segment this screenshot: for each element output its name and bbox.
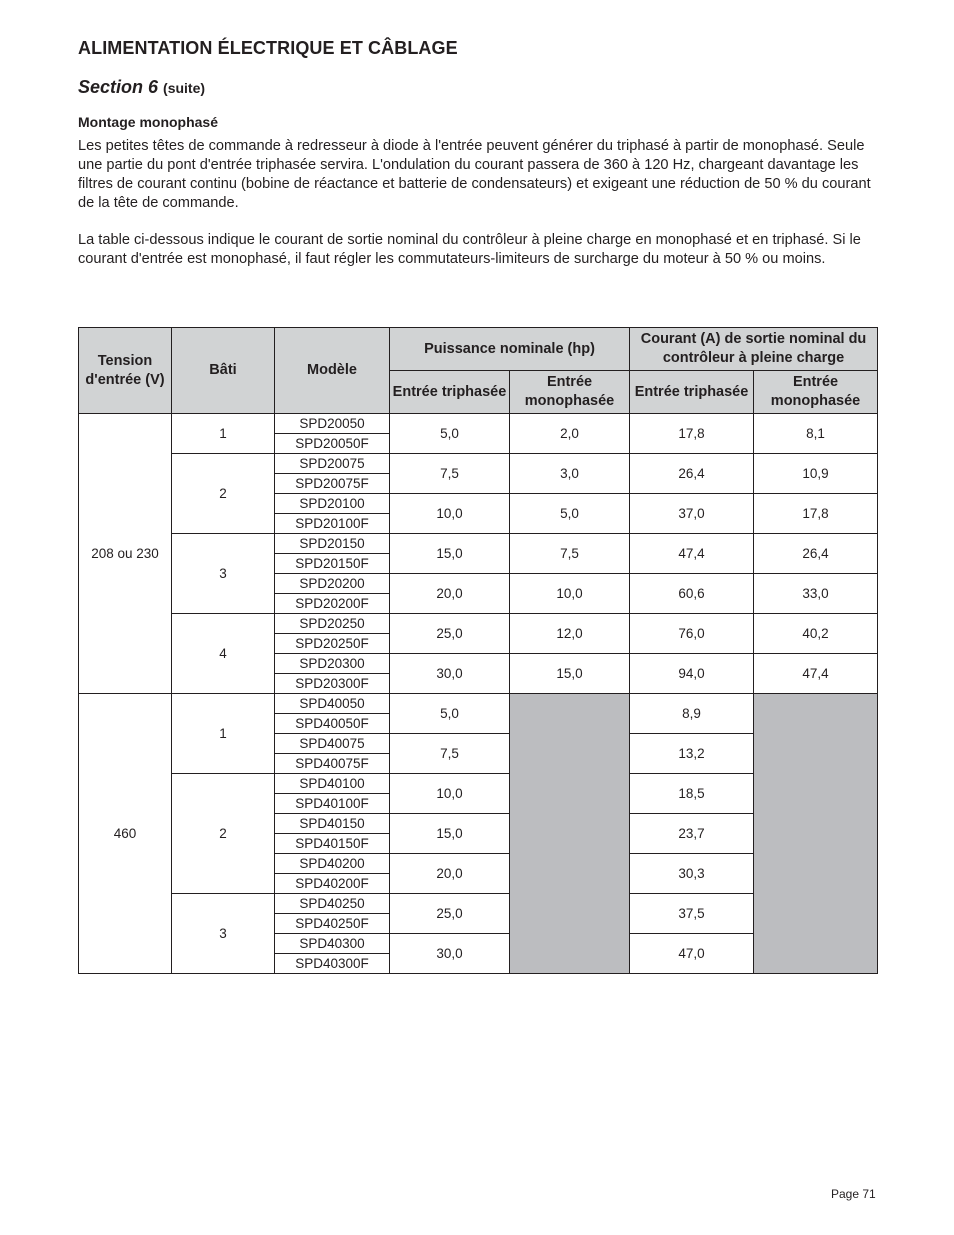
model-cell: SPD20250F (275, 634, 390, 654)
subsection-title: Montage monophasé (78, 114, 219, 130)
tension-cell: 208 ou 230 (79, 414, 172, 694)
a-monophase-cell: 10,9 (754, 454, 878, 494)
model-cell: SPD40050 (275, 694, 390, 714)
table-body (79, 414, 878, 974)
section-title: Section 6 (78, 77, 159, 97)
model-cell: SPD40050F (275, 714, 390, 734)
header-hp-entree-triphasee: Entrée triphasée (390, 371, 510, 414)
a-triphase-cell: 37,5 (630, 894, 754, 934)
a-triphase-cell: 13,2 (630, 734, 754, 774)
header-tension: Tension d'entrée (V) (79, 328, 172, 414)
a-monophase-cell: 33,0 (754, 574, 878, 614)
paragraph-table-description: La table ci-dessous indique le courant de sortie nominal du contrôleur à pleine charge en monophasé et en triphasé. Si le courant d'entrée est monophasé, il faut régler les commutateurs-limiteurs de surcharge du moteur à 50 % ou moins. (78, 232, 861, 267)
model-cell: SPD40200F (275, 874, 390, 894)
model-cell: SPD20200F (275, 594, 390, 614)
bati-cell: 1 (172, 694, 275, 774)
a-monophase-cell: 8,1 (754, 414, 878, 454)
section-heading (78, 77, 205, 98)
hp-monophase-cell: 15,0 (510, 654, 630, 694)
bati-cell: 4 (172, 614, 275, 694)
model-cell: SPD20075 (275, 454, 390, 474)
hp-monophase-cell: 12,0 (510, 614, 630, 654)
table-header (79, 328, 878, 414)
section-suite-label: (suite) (163, 80, 206, 96)
table-row (79, 694, 878, 714)
table-row (79, 454, 878, 474)
bati-cell: 1 (172, 414, 275, 454)
hp-triphase-cell: 30,0 (390, 654, 510, 694)
model-cell: SPD20200 (275, 574, 390, 594)
paragraph-intro: Les petites têtes de commande à redresseur à diode à l'entrée peuvent générer du triphasé à partir de monophasé. Seule une partie du pont d'entrée triphasée servira. L'ondulation du courant passera de 360 à 120 Hz, chargeant davantage les filtres de courant continu (bobine de réactance et batterie de condensateurs) et exigeant une réduction de 50 % du courant de la tête de commande. (78, 138, 871, 211)
hp-triphase-cell: 10,0 (390, 494, 510, 534)
model-cell: SPD40075 (275, 734, 390, 754)
hp-triphase-cell: 30,0 (390, 934, 510, 974)
hp-triphase-cell: 15,0 (390, 814, 510, 854)
model-cell: SPD20100 (275, 494, 390, 514)
model-cell: SPD20150 (275, 534, 390, 554)
model-cell: SPD40250F (275, 914, 390, 934)
model-cell: SPD20300F (275, 674, 390, 694)
hp-monophase-na-cell (510, 694, 630, 974)
model-cell: SPD40100 (275, 774, 390, 794)
model-cell: SPD20250 (275, 614, 390, 634)
a-triphase-cell: 60,6 (630, 574, 754, 614)
model-cell: SPD20050F (275, 434, 390, 454)
table-row (79, 534, 878, 554)
a-monophase-cell: 26,4 (754, 534, 878, 574)
table-row (79, 614, 878, 634)
a-monophase-cell: 40,2 (754, 614, 878, 654)
header-courant: Courant (A) de sortie nominal du contrôleur à pleine charge (630, 328, 878, 371)
hp-triphase-cell: 5,0 (390, 694, 510, 734)
header-bati: Bâti (172, 328, 275, 414)
model-cell: SPD40300 (275, 934, 390, 954)
a-triphase-cell: 30,3 (630, 854, 754, 894)
model-cell: SPD40250 (275, 894, 390, 914)
hp-monophase-cell: 10,0 (510, 574, 630, 614)
header-a-entree-monophasee: Entrée monophasée (754, 371, 878, 414)
bati-cell: 2 (172, 774, 275, 894)
model-cell: SPD40100F (275, 794, 390, 814)
hp-triphase-cell: 5,0 (390, 414, 510, 454)
table-row (79, 414, 878, 434)
page-title: ALIMENTATION ÉLECTRIQUE ET CÂBLAGE (78, 38, 458, 58)
hp-monophase-cell: 2,0 (510, 414, 630, 454)
page-number: Page 71 (831, 1187, 876, 1201)
a-triphase-cell: 47,0 (630, 934, 754, 974)
a-triphase-cell: 37,0 (630, 494, 754, 534)
hp-triphase-cell: 25,0 (390, 894, 510, 934)
model-cell: SPD20075F (275, 474, 390, 494)
a-monophase-cell: 47,4 (754, 654, 878, 694)
header-hp-entree-monophasee: Entrée monophasée (510, 371, 630, 414)
a-triphase-cell: 17,8 (630, 414, 754, 454)
hp-triphase-cell: 15,0 (390, 534, 510, 574)
a-triphase-cell: 8,9 (630, 694, 754, 734)
model-cell: SPD40300F (275, 954, 390, 974)
model-cell: SPD20300 (275, 654, 390, 674)
model-cell: SPD40150F (275, 834, 390, 854)
model-cell: SPD40075F (275, 754, 390, 774)
tension-cell: 460 (79, 694, 172, 974)
hp-monophase-cell: 7,5 (510, 534, 630, 574)
model-cell: SPD20100F (275, 514, 390, 534)
model-cell: SPD20150F (275, 554, 390, 574)
hp-monophase-cell: 3,0 (510, 454, 630, 494)
header-a-entree-triphasee: Entrée triphasée (630, 371, 754, 414)
header-puissance: Puissance nominale (hp) (390, 328, 630, 371)
a-triphase-cell: 26,4 (630, 454, 754, 494)
ratings-table (78, 327, 878, 974)
a-triphase-cell: 47,4 (630, 534, 754, 574)
bati-cell: 3 (172, 534, 275, 614)
a-monophase-na-cell (754, 694, 878, 974)
a-triphase-cell: 18,5 (630, 774, 754, 814)
model-cell: SPD40200 (275, 854, 390, 874)
model-cell: SPD40150 (275, 814, 390, 834)
a-triphase-cell: 76,0 (630, 614, 754, 654)
hp-triphase-cell: 10,0 (390, 774, 510, 814)
a-triphase-cell: 94,0 (630, 654, 754, 694)
a-triphase-cell: 23,7 (630, 814, 754, 854)
hp-monophase-cell: 5,0 (510, 494, 630, 534)
hp-triphase-cell: 25,0 (390, 614, 510, 654)
hp-triphase-cell: 20,0 (390, 574, 510, 614)
hp-triphase-cell: 7,5 (390, 454, 510, 494)
bati-cell: 3 (172, 894, 275, 974)
hp-triphase-cell: 7,5 (390, 734, 510, 774)
model-cell: SPD20050 (275, 414, 390, 434)
bati-cell: 2 (172, 454, 275, 534)
header-modele: Modèle (275, 328, 390, 414)
hp-triphase-cell: 20,0 (390, 854, 510, 894)
a-monophase-cell: 17,8 (754, 494, 878, 534)
